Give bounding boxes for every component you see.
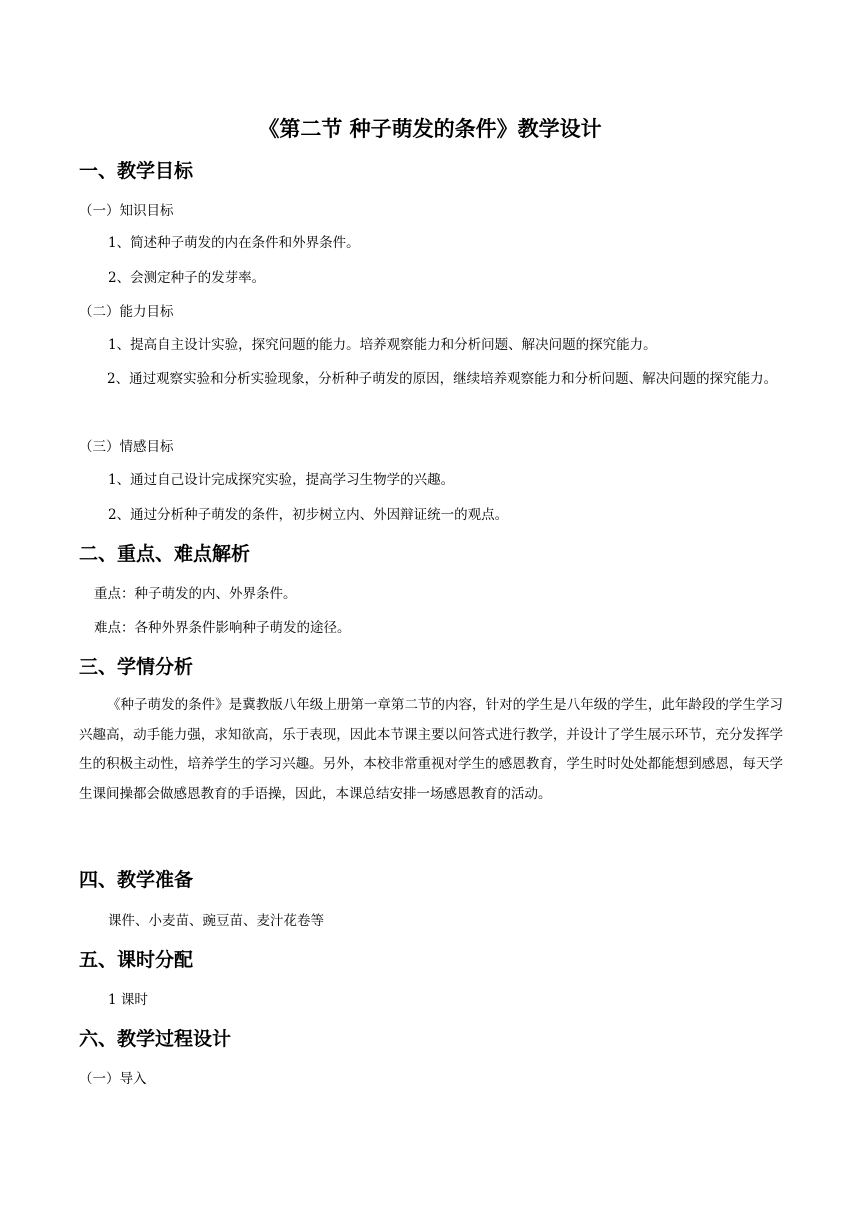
subheading-emotional-goals: （三）情感目标 — [79, 439, 174, 455]
preparation-body: 课件、小麦苗、豌豆苗、麦汁花卷等 — [108, 913, 324, 929]
subheading-knowledge-goals: （一）知识目标 — [79, 203, 174, 219]
section-heading-key-points: 二、重点、难点解析 — [79, 543, 251, 565]
subheading-introduction: （一）导入 — [79, 1071, 147, 1087]
subheading-ability-goals: （二）能力目标 — [79, 304, 174, 320]
emotional-goal-item: 1、通过自己设计完成探究实验，提高学习生物学的兴趣。 — [108, 472, 455, 488]
section-heading-preparation: 四、教学准备 — [79, 869, 194, 891]
section-heading-lesson-hours: 五、课时分配 — [79, 949, 194, 971]
emotional-goal-item: 2、通过分析种子萌发的条件，初步树立内、外因辩证统一的观点。 — [108, 507, 509, 523]
difficulty-text: 难点：各种外界条件影响种子萌发的途径。 — [94, 620, 351, 636]
ability-goal-item: 1、提高自主设计实验，探究问题的能力。培养观察能力和分析问题、解决问题的探究能力。 — [108, 337, 657, 353]
lesson-hours-body: 1 课时 — [108, 992, 148, 1008]
section-heading-teaching-process: 六、教学过程设计 — [79, 1028, 232, 1050]
key-point-text: 重点：种子萌发的内、外界条件。 — [94, 586, 297, 602]
document-title: 《第二节 种子萌发的条件》教学设计 — [258, 116, 602, 141]
student-analysis-body: 《种子萌发的条件》是冀教版八年级上册第一章第二节的内容，针对的学生是八年级的学生，此年龄段的学生学习兴趣高，动手能力强，求知欲高，乐于表现，因此本节课主要以问答式进行教学，并设计了学生展示环节，充分发挥学生的积极主动性，培养学生的学习兴趣。另外，本校非常重视对学生的感恩教育，学生时时处处都能想到感恩，每天学生课间操都会做感恩教育的手语操，因此，本课总结安排一场感恩教育的活动。 — [79, 697, 783, 802]
section-heading-objectives: 一、教学目标 — [79, 160, 194, 182]
section-heading-student-analysis: 三、学情分析 — [79, 656, 194, 678]
knowledge-goal-item: 1、简述种子萌发的内在条件和外界条件。 — [108, 235, 360, 251]
ability-goal-item: 2、通过观察实验和分析实验现象，分析种子萌发的原因，继续培养观察能力和分析问题、解决问题的探究能力。 — [107, 371, 778, 387]
knowledge-goal-item: 2、会测定种子的发芽率。 — [108, 270, 266, 286]
